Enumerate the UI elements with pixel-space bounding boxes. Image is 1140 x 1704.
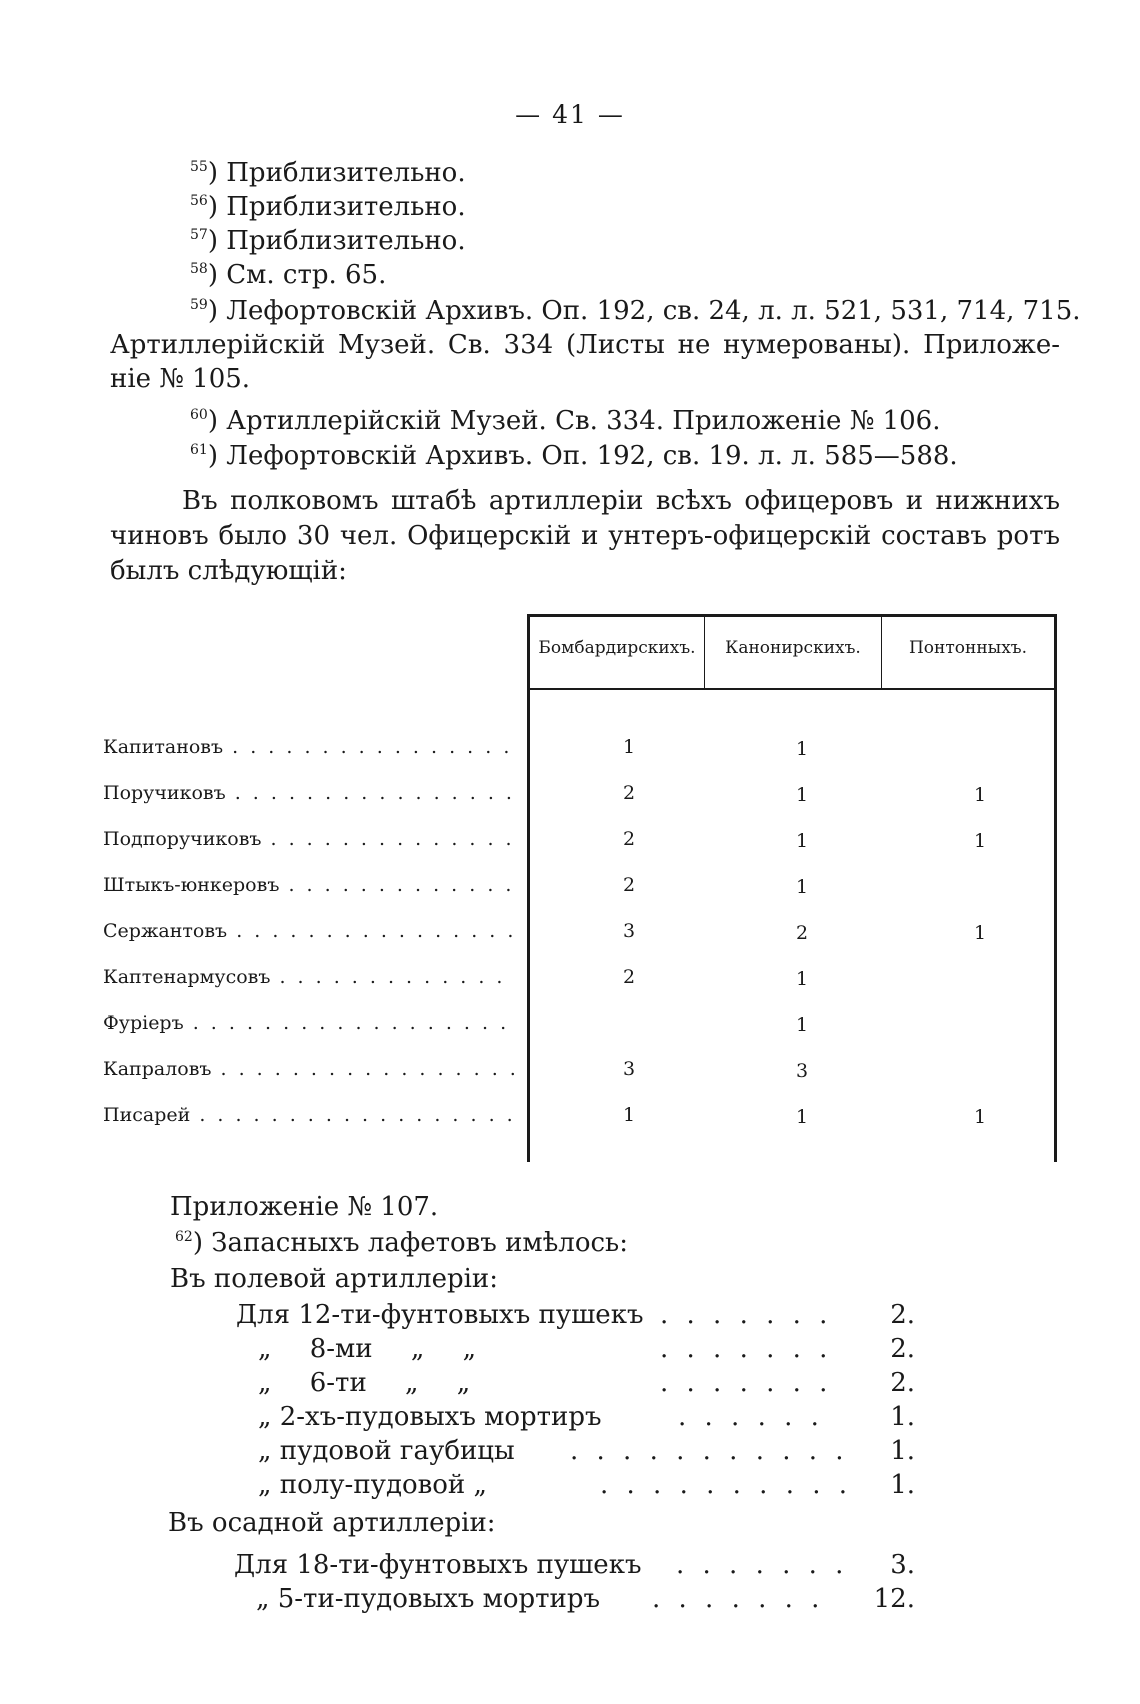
paragraph-line-1: Въ полковомъ штабѣ артиллеріи всѣхъ офицеровъ и нижнихъ <box>182 486 1060 516</box>
page-number: — 41 — <box>515 100 625 129</box>
footnote-text: Приблизительно. <box>226 226 466 256</box>
cell-cannoneer: 1 <box>795 784 809 806</box>
footnote-62: $^{62}$) Запасныхъ лафетовъ имѣлось: <box>175 1228 628 1258</box>
cell-bombardier: 3 <box>622 920 636 942</box>
dot-leader: . . . . . . <box>678 1402 824 1432</box>
cell-cannoneer: 1 <box>795 830 809 852</box>
dot-leader: . . . . . . . <box>660 1300 833 1330</box>
item-text: Для 12-ти-фунтовыхъ пушекъ <box>236 1300 644 1330</box>
paragraph-line-2: чиновъ было 30 чел. Офицерскій и унтеръ-офицерскій составъ ротъ <box>110 521 1060 551</box>
item-text: „ 5-ти-пудовыхъ мортиръ <box>256 1584 601 1614</box>
cell-pontoon: 1 <box>973 922 987 944</box>
dot-leader: . . . . . . . <box>676 1550 849 1580</box>
dot-leader: . . . . . . . <box>660 1334 833 1364</box>
footnote-number: 60 <box>190 407 208 423</box>
footnote-60: $^{60}$) Артиллерійскій Музей. Св. 334. Приложеніе № 106. <box>190 406 941 436</box>
cell-bombardier: 1 <box>622 1104 636 1126</box>
item-text: „ 2-хъ-пудовыхъ мортиръ <box>258 1402 602 1432</box>
item-text: „ 6-ти „ „ <box>258 1368 471 1398</box>
footnote-59-line3: ніе № 105. <box>110 364 251 394</box>
cell-bombardier: 1 <box>622 736 636 758</box>
cell-cannoneer: 1 <box>795 876 809 898</box>
cell-pontoon: 1 <box>973 830 987 852</box>
table-right-border <box>1054 614 1057 1162</box>
row-label: Капраловъ . . . <box>103 1058 515 1080</box>
item-value: 12. <box>873 1584 915 1614</box>
dot-leader: . . . . . . . <box>660 1368 833 1398</box>
cell-cannoneer: 3 <box>795 1060 809 1082</box>
footnote-61: $^{61}$) Лефортовскій Архивъ. Оп. 192, св. 19. л. л. 585—588. <box>190 441 958 471</box>
table-header-rule <box>527 688 1057 690</box>
footnote-55: $^{55}$) Приблизительно. <box>190 158 466 188</box>
row-label: Капитановъ . . . <box>103 736 515 758</box>
footnote-number: 61 <box>190 442 208 458</box>
appendix-reference: Приложеніе № 107. <box>170 1192 439 1222</box>
footnote-text: См. стр. 65. <box>226 260 387 290</box>
item-text: „ полу-пудовой „ <box>258 1470 487 1500</box>
dot-leader: . . . . . . . <box>652 1584 825 1614</box>
cell-cannoneer: 1 <box>795 968 809 990</box>
footnote-59-line2: Артиллерійскій Музей. Св. 334 (Листы не нумерованы). Приложе- <box>110 330 1060 360</box>
footnote-text: Артиллерійскій Музей. Св. 334. Приложеніе № 106. <box>226 406 941 436</box>
row-label: Поручиковъ . . . <box>103 782 515 804</box>
footnote-text: Лефортовскій Архивъ. Оп. 192, св. 24, л. л. 521, 531, 714, 715. <box>226 296 1081 326</box>
cell-cannoneer: 1 <box>795 738 809 760</box>
footnote-number: 62 <box>175 1229 193 1245</box>
cell-cannoneer: 1 <box>795 1106 809 1128</box>
siege-artillery-heading: Въ осадной артиллеріи: <box>168 1508 496 1538</box>
cell-bombardier: 2 <box>622 966 636 988</box>
row-label: Штыкъ-юнкеровъ . . . <box>103 874 515 896</box>
table-left-border <box>527 614 530 1162</box>
item-value: 1. <box>890 1470 915 1500</box>
item-value: 2. <box>890 1300 915 1330</box>
cell-bombardier: 3 <box>622 1058 636 1080</box>
item-value: 1. <box>890 1402 915 1432</box>
field-artillery-heading: Въ полевой артиллеріи: <box>170 1264 499 1294</box>
item-text: Для 18-ти-фунтовыхъ пушекъ <box>234 1550 642 1580</box>
cell-pontoon: 1 <box>973 1106 987 1128</box>
footnote-text: Приблизительно. <box>226 158 466 188</box>
footnote-number: 57 <box>190 227 208 243</box>
cell-pontoon: 1 <box>973 784 987 806</box>
item-value: 2. <box>890 1368 915 1398</box>
cell-cannoneer: 1 <box>795 1014 809 1036</box>
footnote-number: 56 <box>190 193 208 209</box>
footnote-number: 58 <box>190 261 208 277</box>
footnote-number: 55 <box>190 159 208 175</box>
footnote-text: Приблизительно. <box>226 192 466 222</box>
item-value: 1. <box>890 1436 915 1466</box>
cell-bombardier: 2 <box>622 828 636 850</box>
footnote-59: $^{59}$) Лефортовскій Архивъ. Оп. 192, св. 24, л. л. 521, 531, 714, 715. <box>190 296 1081 326</box>
item-text: „ пудовой гаубицы <box>258 1436 515 1466</box>
row-label: Фурiеръ . . . <box>103 1012 515 1034</box>
footnote-57: $^{57}$) Приблизительно. <box>190 226 466 256</box>
footnote-text: Лефортовскій Архивъ. Оп. 192, св. 19. л. л. 585—588. <box>226 441 958 471</box>
row-label: Каптенармусовъ . . . <box>103 966 515 988</box>
column-header-cannoneer: Канонирскихъ. <box>725 638 861 658</box>
footnote-56: $^{56}$) Приблизительно. <box>190 192 466 222</box>
column-header-pontoon: Понтонныхъ. <box>908 638 1028 658</box>
item-value: 3. <box>890 1550 915 1580</box>
footnote-58: $^{58}$) См. стр. 65. <box>190 260 387 290</box>
row-label: Писарей . . . <box>103 1104 515 1126</box>
dot-leader: . . . . . . . . . . <box>600 1470 853 1500</box>
row-label: Подпоручиковъ . . . <box>103 828 515 850</box>
table-top-border <box>527 614 1057 617</box>
cell-cannoneer: 2 <box>795 922 809 944</box>
column-header-bombardier: Бомбардирскихъ. <box>538 638 696 658</box>
paragraph-line-3: былъ слѣдующій: <box>110 556 347 586</box>
row-label: Сержантовъ . . . <box>103 920 515 942</box>
item-text: „ 8-ми „ „ <box>258 1334 477 1364</box>
dot-leader: . . . . . . . . . . . <box>570 1436 849 1466</box>
cell-bombardier: 2 <box>622 874 636 896</box>
footnote-number: 59 <box>190 297 208 313</box>
footnote-text: Запасныхъ лафетовъ имѣлось: <box>211 1228 628 1258</box>
item-value: 2. <box>890 1334 915 1364</box>
cell-bombardier: 2 <box>622 782 636 804</box>
